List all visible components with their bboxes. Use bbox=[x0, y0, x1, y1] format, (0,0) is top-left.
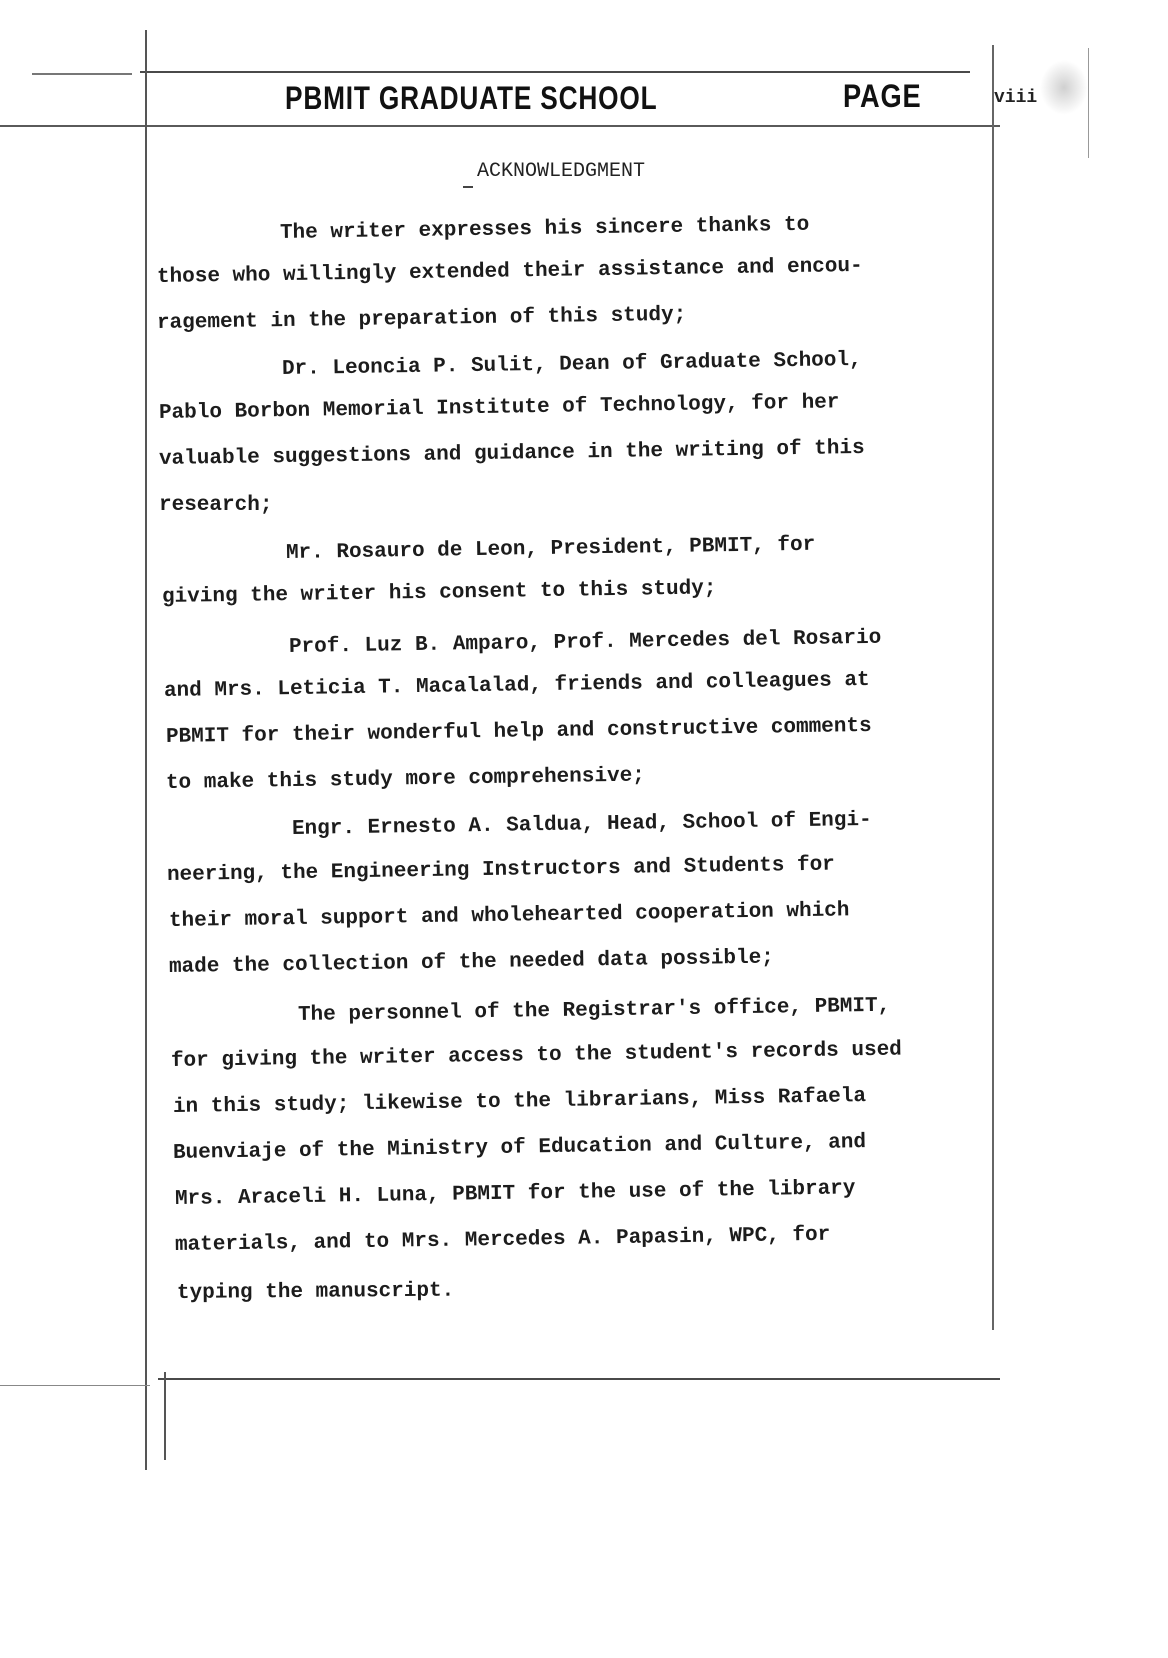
body-line: in this study; likewise to the librarians, Miss Rafaela bbox=[172, 1085, 867, 1119]
body-line: The personnel of the Registrar's office, PBMIT, bbox=[297, 994, 891, 1027]
body-line: for giving the writer access to the student's records used bbox=[170, 1038, 903, 1073]
frame-rule-left bbox=[145, 30, 147, 1470]
section-title: ACKNOWLEDGMENT bbox=[477, 160, 646, 183]
page-number: viii bbox=[994, 88, 1038, 108]
frame-rule-right-outer bbox=[1088, 48, 1089, 158]
header-page-label: PAGE bbox=[843, 78, 922, 114]
body-line: Prof. Luz B. Amparo, Prof. Mercedes del Rosario bbox=[288, 626, 882, 659]
title-mark bbox=[463, 186, 473, 188]
body-line: typing the manuscript. bbox=[176, 1279, 455, 1305]
body-line: giving the writer his consent to this study; bbox=[161, 577, 717, 609]
body-line: their moral support and wholehearted cooperation which bbox=[168, 899, 850, 933]
body-line: to make this study more comprehensive; bbox=[165, 764, 646, 795]
frame-rule-top bbox=[140, 71, 970, 73]
body-line: Dr. Leoncia P. Sulit, Dean of Graduate School, bbox=[281, 348, 862, 381]
frame-rule-right bbox=[992, 45, 994, 1330]
scan-smudge bbox=[1040, 60, 1088, 115]
body-line: research; bbox=[159, 494, 273, 517]
body-line: made the collection of the needed data possible; bbox=[168, 946, 775, 979]
frame-rule-top-left bbox=[32, 73, 132, 75]
frame-rule-bottom bbox=[158, 1378, 1000, 1380]
body-line: PBMIT for their wonderful help and constructive comments bbox=[165, 714, 872, 749]
body-line: and Mrs. Leticia T. Macalalad, friends and colleagues at bbox=[163, 668, 870, 703]
body-line: The writer expresses his sincere thanks to bbox=[279, 213, 810, 245]
body-line: those who willingly extended their assistance and encou- bbox=[156, 254, 863, 289]
frame-rule-left-lower bbox=[164, 1372, 166, 1460]
body-line: Buenviaje of the Ministry of Education and Culture, and bbox=[172, 1131, 867, 1165]
header-school-name: PBMIT GRADUATE SCHOOL bbox=[285, 80, 658, 116]
frame-rule-bottom-left bbox=[0, 1385, 150, 1386]
body-line: neering, the Engineering Instructors and Students for bbox=[166, 853, 836, 887]
body-line: materials, and to Mrs. Mercedes A. Papasin, WPC, for bbox=[174, 1223, 831, 1257]
body-line: Mr. Rosauro de Leon, President, PBMIT, for bbox=[285, 533, 816, 565]
body-line: valuable suggestions and guidance in the writing of this bbox=[158, 436, 865, 471]
body-line: ragement in the preparation of this study; bbox=[156, 303, 687, 335]
body-line: Mrs. Araceli H. Luna, PBMIT for the use of the library bbox=[174, 1177, 856, 1211]
body-line: Pablo Borbon Memorial Institute of Technology, for her bbox=[158, 391, 840, 425]
body-line: Engr. Ernesto A. Saldua, Head, School of Engi- bbox=[291, 808, 872, 841]
frame-rule-header-bottom bbox=[0, 125, 1000, 127]
